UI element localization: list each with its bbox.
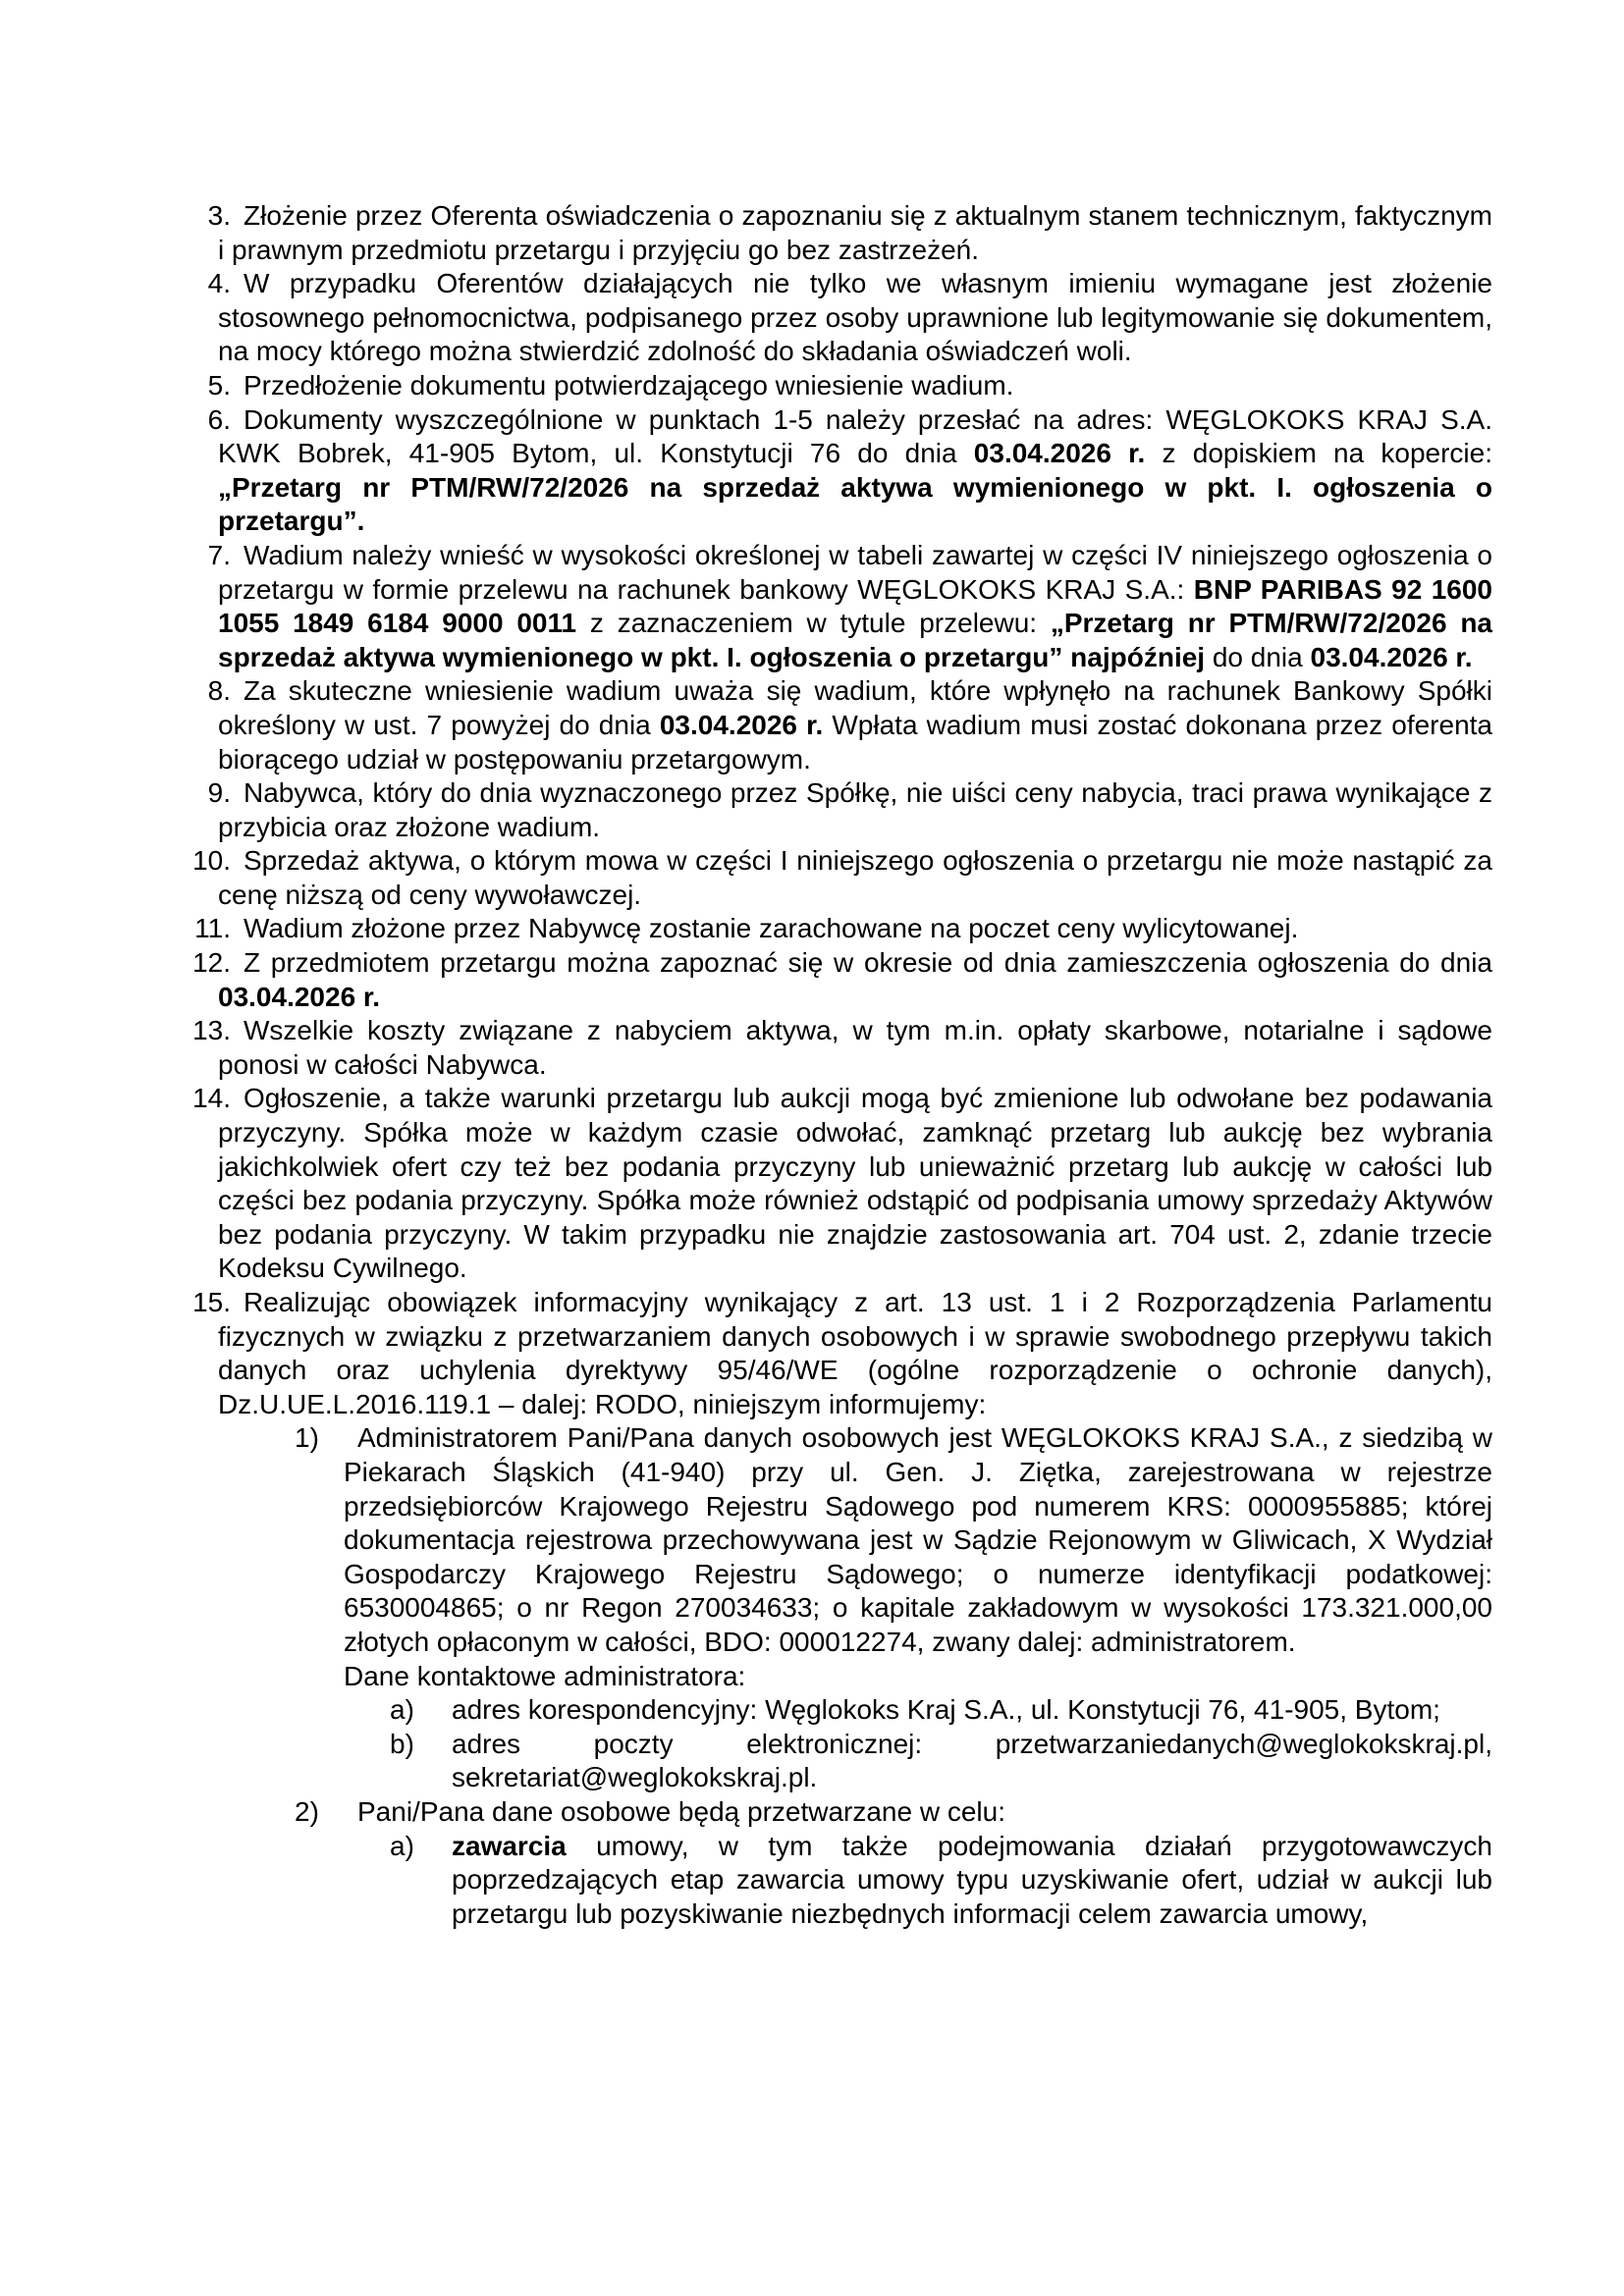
list-item-text [218, 844, 1492, 912]
list-item-text [218, 199, 1492, 267]
list-item-runs: Nabywca, który do dnia wyznaczonego przez Spółkę, nie uiści ceny nabycia, traci prawa wynikające z przybicia oraz złożone wadium. [218, 777, 1492, 842]
list-item-text [218, 912, 1492, 946]
list-item-text [218, 674, 1492, 776]
list-item-text [218, 1014, 1492, 1082]
list-item-runs: Sprzedaż aktywa, o którym mowa w części I niniejszego ogłoszenia o przetargu nie może nastąpić za cenę niższą od ceny wywoławczej. [218, 845, 1492, 910]
list-marker: 10. [192, 845, 231, 877]
list-item-1 [295, 1421, 1492, 1795]
list-marker: 8. [207, 675, 231, 707]
list-item-runs: Wadium należy wnieść w wysokości określonej w tabeli zawartej w części IV niniejszego ogłoszenia o przetargu w formie przelewu na rachunek bankowy WĘGLOKOKS KRAJ S.A.: BNP PARIBAS 92 1600 1055 1849 6184 9000 0011 z zaznaczeniem w tytule przelewu: „Przetarg nr PTM/RW/72/2026 na sprzedaż aktywa wymienionego w pkt. I. ogłoszenia o przetargu” najpóźniej do dnia 03.04.2026 r. [218, 539, 1493, 672]
list-item-runs: Złożenie przez Oferenta oświadczenia o zapoznaniu się z aktualnym stanem technicznym, faktycznym i prawnym przedmiotu przetargu i przyjęciu go bez zastrzeżeń. [218, 200, 1492, 265]
list-item-runs: zawarcia umowy, w tym także podejmowania działań przygotowawczych poprzedzających etap zawarcia umowy typu uzyskiwanie ofert, udział w aukcji lub przetargu lub pozyskiwanie niezbędnych informacji celem zawarcia umowy, [452, 1830, 1492, 1929]
list-item-text [218, 1082, 1492, 1286]
sublist [344, 1830, 1492, 1932]
list-item-runs: W przypadku Oferentów działających nie tylko we własnym imieniu wymagane jest złożenie stosownego pełnomocnictwa, podpisanego przez osoby uprawnione lub legitymowanie się dokumentem, na mocy którego można stwierdzić zdolność do składania oświadczeń woli. [218, 268, 1492, 367]
list-item-7 [207, 539, 1493, 674]
list-item-runs: Administratorem Pani/Pana danych osobowych jest WĘGLOKOKS KRAJ S.A., z siedzibą w Piekarach Śląskich (41-940) przy ul. Gen. J. Ziętka, zarejestrowana w rejestrze przedsiębiorców Krajowego Rejestru Sądowego pod numerem KRS: 0000955885; której dokumentacja rejestrowa przechowywana jest w Sądzie Rejonowym w Gliwicach, X Wydział Gospodarczy Krajowego Rejestru Sądowego; o numerze identyfikacji podatkowej: 6530004865; o nr Regon 270034633; o kapitale zakładowym w wysokości 173.321.000,00 złotych opłaconym w całości, BDO: 000012274, zwany dalej: administratorem. [344, 1422, 1492, 1657]
list-item-15 [192, 1286, 1492, 1931]
list-marker: 3. [207, 200, 231, 231]
list-marker: 2) [295, 1795, 319, 1827]
list-item-3 [207, 199, 1492, 267]
list-marker: 6. [207, 403, 231, 435]
list-item-text [218, 776, 1492, 844]
list-marker: 7. [207, 539, 231, 570]
list-item-runs: Pani/Pana dane osobowe będą przetwarzane w celu: [357, 1795, 1005, 1827]
list-marker: 9. [207, 777, 231, 809]
list-item-text [218, 946, 1492, 1014]
list-item-4 [207, 267, 1492, 369]
list-marker: 14. [192, 1083, 231, 1114]
list-item-9 [207, 776, 1492, 844]
list-item-text [344, 1795, 1492, 1830]
list-item-runs: Przedłożenie dokumentu potwierdzającego wniesienie wadium. [244, 369, 1014, 400]
list-marker: 1) [295, 1422, 319, 1454]
list-marker: 13. [192, 1015, 231, 1046]
list-item-text [218, 369, 1492, 403]
list-item-a [390, 1830, 1492, 1932]
list-item-11 [194, 912, 1492, 946]
list-item-text [218, 403, 1492, 539]
numbered-terms-list [192, 199, 1493, 1931]
list-item-text [452, 1830, 1492, 1932]
list-item-b [390, 1728, 1492, 1795]
sublist [344, 1693, 1492, 1795]
list-marker: 5. [207, 369, 231, 400]
list-item-runs: Dokumenty wyszczególnione w punktach 1-5 należy przesłać na adres: WĘGLOKOKS KRAJ S.A. KWK Bobrek, 41-905 Bytom, ul. Konstytucji 76 do dnia 03.04.2026 r. z dopiskiem na kopercie: „Przetarg nr PTM/RW/72/2026 na sprzedaż aktywa wymienionego w pkt. I. ogłoszenia o przetargu”. [218, 403, 1493, 537]
continuation-runs: Dane kontaktowe administratora: [344, 1660, 746, 1691]
list-marker: 12. [192, 947, 231, 979]
list-item-continuation [344, 1660, 1492, 1694]
list-item-runs: Wadium złożone przez Nabywcę zostanie zarachowane na poczet ceny wylicytowanej. [244, 913, 1299, 944]
list-marker: 15. [192, 1287, 231, 1317]
list-item-14 [192, 1082, 1492, 1286]
sublist [218, 1421, 1492, 1931]
list-item-text [452, 1693, 1492, 1728]
list-item-runs: Za skuteczne wniesienie wadium uważa się wadium, które wpłynęło na rachunek Bankowy Spółki określony w ust. 7 powyżej do dnia 03.04.2026 r. Wpłata wadium musi zostać dokonana przez oferenta biorącego udział w postępowaniu przetargowym. [218, 675, 1492, 774]
list-item-runs: Z przedmiotem przetargu można zapoznać się w okresie od dnia zamieszczenia ogłoszenia do dnia 03.04.2026 r. [218, 947, 1492, 1012]
list-marker: 4. [207, 268, 231, 299]
list-item-runs: adres korespondencyjny: Węglokoks Kraj S.A., ul. Konstytucji 76, 41-905, Bytom; [452, 1694, 1440, 1726]
list-marker: b) [390, 1728, 414, 1759]
list-item-text [218, 1286, 1492, 1421]
list-item-runs: Realizując obowiązek informacyjny wynikający z art. 13 ust. 1 i 2 Rozporządzenia Parlamentu fizycznych w związku z przetwarzaniem danych osobowych i w sprawie swobodnego przepływu takich danych oraz uchylenia dyrektywy 95/46/WE (ogólne rozporządzenie o ochronie danych), Dz.U.UE.L.2016.119.1 – dalej: RODO, niniejszym informujemy: [218, 1287, 1492, 1419]
list-item-runs: Ogłoszenie, a także warunki przetargu lub aukcji mogą być zmienione lub odwołane bez podawania przyczyny. Spółka może w każdym czasie odwołać, zamknąć przetarg lub aukcję bez wybrania jakichkolwiek ofert czy też bez podania przyczyny lub unieważnić przetarg lub aukcję w całości lub części bez podania przyczyny. Spółka może również odstąpić od podpisania umowy sprzedaży Aktywów bez podania przyczyny. W takim przypadku nie znajdzie zastosowania art. 704 ust. 2, zdanie trzecie Kodeksu Cywilnego. [218, 1083, 1492, 1284]
list-item-text [218, 539, 1492, 674]
list-item-6 [207, 403, 1493, 539]
list-item-text [452, 1728, 1492, 1795]
list-marker: 11. [194, 913, 231, 944]
list-item-2 [295, 1795, 1492, 1931]
list-item-5 [207, 369, 1492, 403]
list-item-8 [207, 674, 1492, 776]
list-item-text [218, 267, 1492, 369]
list-item-10 [192, 844, 1492, 912]
list-item-a [390, 1693, 1492, 1728]
list-item-runs: Wszelkie koszty związane z nabyciem aktywa, w tym m.in. opłaty skarbowe, notarialne i sądowe ponosi w całości Nabywca. [218, 1015, 1492, 1080]
list-item-12 [192, 946, 1492, 1014]
list-item-text [344, 1421, 1492, 1659]
list-marker: a) [390, 1694, 414, 1726]
list-item-13 [192, 1014, 1492, 1082]
list-item-runs: adres poczty elektronicznej: przetwarzaniedanych@weglokokskraj.pl, sekretariat@weglokokskraj.pl. [452, 1728, 1492, 1793]
list-marker: a) [390, 1830, 414, 1861]
